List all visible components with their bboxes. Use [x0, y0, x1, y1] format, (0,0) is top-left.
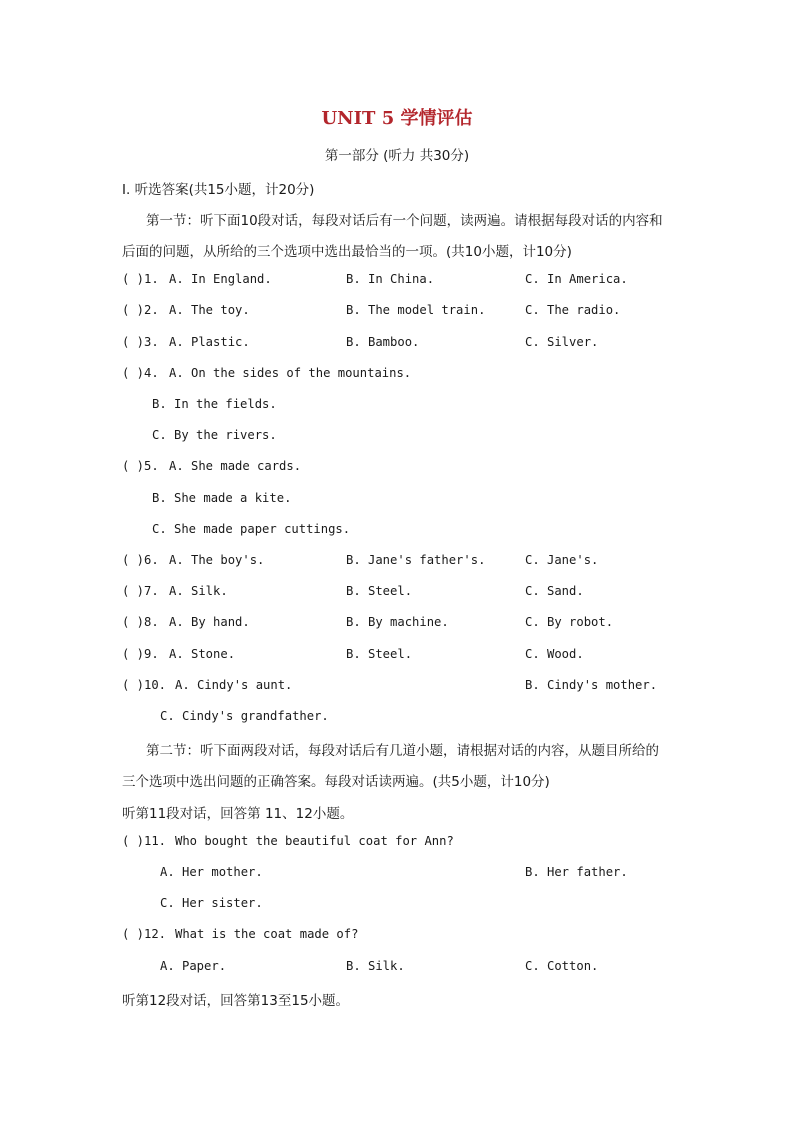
option-c: C. Cindy's grandfather. [160, 709, 329, 723]
option-a: A. Silk. [169, 584, 228, 598]
option-a: A. Cindy's aunt. [175, 678, 293, 692]
part-subtitle: 第一部分 (听力 共30分) [324, 148, 470, 164]
option-b: B. Bamboo. [346, 335, 420, 349]
option-c: C. Wood. [525, 647, 584, 661]
dialog-11-intro: 听第11段对话，回答第 11、12小题。 [122, 806, 354, 822]
question-9: ( )9. [122, 647, 159, 661]
part1-intro-line2: 后面的问题，从所给的三个选项中选出最恰当的一项。(共10小题，计10分) [122, 244, 572, 260]
dialog-12-intro: 听第12段对话，回答第13至15小题。 [122, 993, 350, 1009]
question-12: ( )12. [122, 927, 167, 941]
option-c: C. The radio. [525, 303, 621, 317]
option-a: A. By hand. [169, 615, 250, 629]
question-text: What is the coat made of? [175, 927, 359, 941]
option-b: B. Jane's father's. [346, 553, 486, 567]
question-number: ( )1. [122, 272, 159, 286]
part2-intro-line1: 第二节：听下面两段对话，每段对话后有几道小题，请根据对话的内容，从题目所给的 [146, 743, 659, 759]
option-a: A. Plastic. [169, 335, 250, 349]
question-5: ( )5. [122, 459, 159, 473]
option-b: B. By machine. [346, 615, 449, 629]
question-text: Who bought the beautiful coat for Ann? [175, 834, 454, 848]
option-a: A. Her mother. [160, 865, 263, 879]
question-6: ( )6. [122, 553, 159, 567]
option-a: A. The boy's. [169, 553, 265, 567]
option-b: B. Silk. [346, 959, 405, 973]
option-c: C. Jane's. [525, 553, 599, 567]
option-c: C. Her sister. [160, 896, 263, 910]
option-a: A. On the sides of the mountains. [169, 366, 412, 380]
option-b: B. Steel. [346, 584, 413, 598]
option-c: C. By the rivers. [152, 428, 277, 442]
question-10: ( )10. [122, 678, 167, 692]
question-11: ( )11. [122, 834, 167, 848]
question-7: ( )7. [122, 584, 159, 598]
question-3: ( )3. [122, 335, 159, 349]
option-b: B. Cindy's mother. [525, 678, 658, 692]
option-b: B. The model train. [346, 303, 486, 317]
part1-intro-line1: 第一节：听下面10段对话，每段对话后有一个问题，读两遍。请根据每段对话的内容和 [146, 213, 663, 229]
option-b: B. She made a kite. [152, 491, 292, 505]
option-c: C. She made paper cuttings. [152, 522, 351, 536]
option-a: A. Stone. [169, 647, 236, 661]
question-4: ( )4. [122, 366, 159, 380]
option-c: C. Silver. [525, 335, 599, 349]
part2-intro-line2: 三个选项中选出问题的正确答案。每段对话读两遍。(共5小题，计10分) [122, 774, 550, 790]
option-a: A. In England. [169, 272, 272, 286]
section-heading: Ⅰ. 听选答案(共15小题，计20分) [122, 182, 315, 198]
option-b: B. In the fields. [152, 397, 277, 411]
option-c: C. By robot. [525, 615, 614, 629]
page-title: UNIT 5 学情评估 [321, 108, 473, 129]
question-2: ( )2. [122, 303, 159, 317]
option-c: C. Sand. [525, 584, 584, 598]
option-b: B. Steel. [346, 647, 413, 661]
option-a: A. She made cards. [169, 459, 302, 473]
question-8: ( )8. [122, 615, 159, 629]
option-b: B. In China. [346, 272, 435, 286]
option-a: A. The toy. [169, 303, 250, 317]
option-c: C. Cotton. [525, 959, 599, 973]
option-a: A. Paper. [160, 959, 227, 973]
option-b: B. Her father. [525, 865, 628, 879]
option-c: C. In America. [525, 272, 628, 286]
question-1 [122, 272, 159, 286]
